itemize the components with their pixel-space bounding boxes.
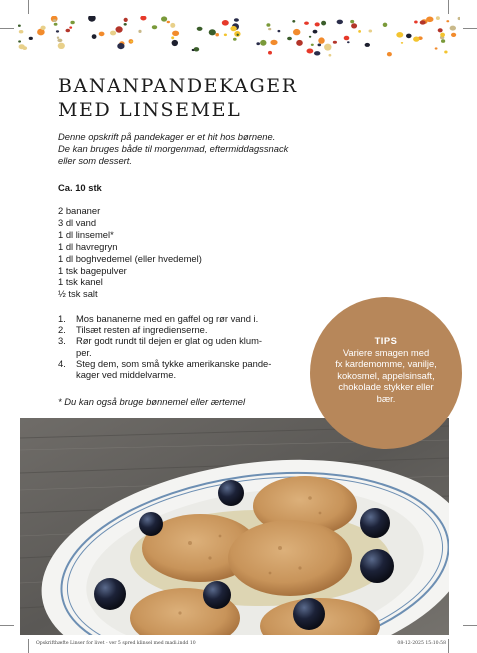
lentil-dot <box>426 17 433 23</box>
lentil-dot <box>414 21 418 24</box>
lentil-dot <box>53 19 57 22</box>
lentil-dot <box>110 31 116 36</box>
lentil-dot <box>197 27 203 31</box>
lentil-dot <box>29 37 33 40</box>
lentil-dot <box>260 40 266 46</box>
lentil-dot <box>69 26 72 28</box>
lentil-dot <box>311 44 314 46</box>
lentil-dot <box>307 49 314 54</box>
lentil-dot <box>66 29 71 33</box>
lentil-dot <box>266 23 270 27</box>
lentil-dot <box>138 30 141 33</box>
lentil-dot <box>420 20 426 24</box>
lentil-dot <box>296 40 303 46</box>
ingredient-item: 1 tsk bagepulver <box>58 264 127 276</box>
lentil-dot <box>436 16 440 20</box>
lentil-dot <box>413 37 419 42</box>
ingredient-item: ½ tsk salt <box>58 288 98 300</box>
intro-line: De kan bruges både til morgenmad, eftermiddagssnack <box>58 143 289 154</box>
step-line: Tilsæt resten af ingredienserne. <box>76 324 208 336</box>
step-line: kager ved middelvarme. <box>76 369 177 381</box>
lentil-dot <box>351 23 357 28</box>
recipe-title <box>58 74 298 122</box>
lentil-dot <box>450 26 456 31</box>
lentil-dot <box>209 29 216 35</box>
lentil-dot <box>224 34 227 37</box>
step-number: 2. <box>58 324 66 336</box>
crop-mark <box>28 639 29 653</box>
crop-mark <box>448 639 449 653</box>
lentil-dot <box>287 37 292 41</box>
ingredient-item: 1 dl linsemel* <box>58 228 114 240</box>
lentil-dot <box>233 38 237 41</box>
ingredient-item: 2 bananer <box>58 205 101 216</box>
tips-circle <box>310 297 462 449</box>
lentil-dot <box>268 51 272 55</box>
lentil-dot <box>313 30 318 34</box>
step-number: 1. <box>58 313 66 324</box>
lentil-dot <box>57 37 59 39</box>
lentil-pattern-band <box>18 16 460 58</box>
lentil-dot <box>130 41 133 43</box>
step-text <box>76 335 298 357</box>
lentil-dot <box>70 21 74 24</box>
recipe-intro <box>58 131 358 167</box>
lentil-dot <box>406 34 412 39</box>
lentil-dot <box>215 33 219 36</box>
lentil-dot <box>124 18 128 22</box>
lentil-dot <box>161 16 167 21</box>
crop-mark <box>0 625 14 626</box>
lentil-dot <box>54 23 58 26</box>
lentil-dot <box>347 41 350 43</box>
print-slug-file: Opskrifthæfte Linser for livet - ver 5 spred klinsel med madi.indd 10 <box>36 641 196 646</box>
tips-line: Variere smagen med <box>342 346 430 358</box>
ingredient-list <box>58 205 202 300</box>
step-line: per. <box>76 346 92 358</box>
ingredient-item: 3 dl vand <box>58 216 97 228</box>
lentil-dot <box>451 33 456 37</box>
lentil-dot <box>318 37 324 43</box>
lentil-dot <box>441 39 445 43</box>
lentil-dot <box>41 26 46 30</box>
lentil-dot <box>124 23 127 26</box>
lentil-dot <box>170 23 175 28</box>
lentil-dot <box>383 23 388 27</box>
method-step <box>58 324 298 335</box>
tips-line: bær. <box>376 392 396 404</box>
lentil-dot <box>444 51 447 54</box>
method-steps <box>58 313 298 380</box>
lentil-dot <box>172 40 178 46</box>
lentil-dot <box>292 20 295 23</box>
lentil-dot <box>22 46 27 50</box>
method-step <box>58 335 298 357</box>
lentil-dot <box>344 36 350 41</box>
recipe-title-line: BANANPANDEKAGER <box>58 75 298 97</box>
lentil-dot <box>167 21 170 23</box>
lentil-dot <box>438 28 443 32</box>
crop-mark <box>0 28 14 29</box>
intro-line: Denne opskrift på pandekager er et hit hos børnene. <box>58 131 276 142</box>
lentil-dot <box>172 31 179 36</box>
lentil-dot <box>99 32 105 37</box>
lentil-dot <box>458 17 460 20</box>
lentil-dot <box>268 28 271 30</box>
lentil-dot <box>314 51 320 55</box>
step-line: Mos bananerne med en gaffel og rør vand i. <box>76 313 259 324</box>
lentil-dot <box>237 34 239 36</box>
lentil-dot <box>18 40 21 42</box>
lentil-dot <box>56 30 59 32</box>
lentil-dot <box>350 20 354 23</box>
lentil-dot <box>152 25 157 29</box>
method-step <box>58 358 298 380</box>
lentil-dot <box>256 42 260 45</box>
step-number: 4. <box>58 357 66 369</box>
lentil-dot <box>446 20 449 22</box>
step-line: Steg dem, som små tykke amerikanske pande- <box>76 357 272 369</box>
ingredient-item: 1 dl havregryn <box>58 240 118 252</box>
tips-line: chokolade stykker eller <box>338 381 434 393</box>
lentil-dot <box>171 36 174 39</box>
lentil-dot <box>304 22 309 25</box>
lentil-dot <box>117 43 124 49</box>
step-number: 3. <box>58 335 66 347</box>
lentil-dot <box>387 52 392 56</box>
lentil-dot <box>293 29 300 35</box>
lentil-dot <box>435 47 438 49</box>
lentil-dot <box>369 30 373 33</box>
lentil-dot <box>230 26 236 31</box>
lentil-dot <box>318 44 322 47</box>
lentil-dot <box>337 20 343 25</box>
method-step <box>58 313 298 324</box>
crop-mark <box>463 625 477 626</box>
lentil-dot <box>194 47 200 51</box>
intro-line: eller som dessert. <box>58 155 132 166</box>
lentil-dot <box>19 30 24 33</box>
lentil-dot <box>321 21 326 26</box>
lentil-dot <box>365 43 370 47</box>
lentil-dot <box>116 26 123 32</box>
crop-mark <box>28 0 29 14</box>
step-text <box>76 324 298 335</box>
step-text <box>76 313 298 324</box>
lentil-dot <box>234 18 239 22</box>
lentil-dot <box>140 16 146 21</box>
step-line: Rør godt rundt til dejen er glat og uden klum- <box>76 335 263 347</box>
tips-line: kokosmel, appelsinsaft, <box>337 369 435 381</box>
crop-mark <box>463 28 477 29</box>
lentil-pattern-graphic <box>18 16 460 58</box>
lentil-dot <box>88 16 96 22</box>
lentil-dot <box>309 36 311 38</box>
lentil-dot <box>57 39 62 43</box>
crop-mark <box>448 0 449 14</box>
lentil-dot <box>222 20 229 26</box>
ingredient-item: 1 dl boghvedemel (eller hvedemel) <box>58 252 202 264</box>
recipe-footnote: * Du kan også bruge bønnemel eller ærtemel <box>58 396 246 407</box>
pancake-photo <box>20 418 449 635</box>
lentil-dot <box>315 22 320 26</box>
pancake-photo-graphic <box>20 418 449 635</box>
lentil-dot <box>396 32 403 38</box>
step-text <box>76 358 298 380</box>
lentil-dot <box>324 44 331 51</box>
lentil-dot <box>440 33 445 37</box>
lentil-dot <box>329 54 332 57</box>
lentil-dot <box>358 30 361 33</box>
print-slug <box>36 641 446 646</box>
ingredient-item: 1 tsk kanel <box>58 276 103 288</box>
lentil-dot <box>401 42 403 44</box>
tips-line: fx kardemomme, vanilje, <box>335 358 437 370</box>
lentil-dot <box>92 34 97 39</box>
print-slug-timestamp: 08-12-2025 15:10:58 <box>397 641 446 646</box>
lentil-dot <box>333 41 337 44</box>
recipe-yield: Ca. 10 stk <box>58 182 102 193</box>
lentil-dot <box>270 40 277 45</box>
lentil-dot <box>18 25 21 27</box>
tips-heading: TIPS <box>374 335 398 346</box>
lentil-dot <box>58 43 65 49</box>
lentil-dot <box>278 30 281 32</box>
recipe-title-line: MED LINSEMEL <box>58 99 242 121</box>
